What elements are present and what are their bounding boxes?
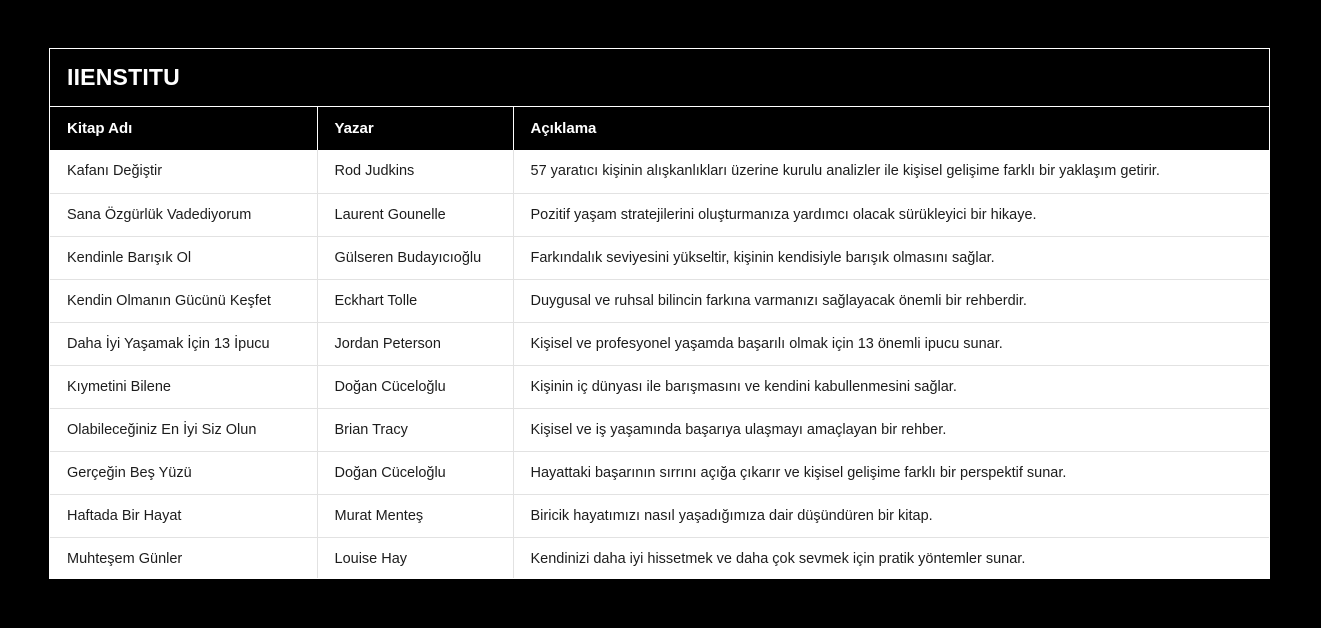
column-header-description: Açıklama [513,107,1269,150]
cell-book-author: Rod Judkins [317,150,513,193]
table-row [50,279,1269,322]
cell-book-title: Kendinle Barışık Ol [50,236,317,279]
cell-book-title: Kendin Olmanın Gücünü Keşfet [50,279,317,322]
cell-book-title: Gerçeğin Beş Yüzü [50,451,317,494]
cell-book-description: Kişisel ve iş yaşamında başarıya ulaşmayı amaçlayan bir rehber. [513,408,1269,451]
table-row [50,451,1269,494]
cell-book-author: Louise Hay [317,537,513,579]
cell-book-description: Duygusal ve ruhsal bilincin farkına varmanızı sağlayacak önemli bir rehberdir. [513,279,1269,322]
table-row [50,322,1269,365]
table-header [50,107,1269,150]
table-body [50,150,1269,579]
table-row [50,365,1269,408]
table-row [50,537,1269,579]
table-row [50,494,1269,537]
cell-book-title: Kafanı Değiştir [50,150,317,193]
table-row [50,150,1269,193]
cell-book-description: Kendinizi daha iyi hissetmek ve daha çok sevmek için pratik yöntemler sunar. [513,537,1269,579]
books-table [50,107,1269,579]
cell-book-author: Brian Tracy [317,408,513,451]
brand-title: IIENSTITU [67,64,180,90]
table-header-row [50,107,1269,150]
cell-book-description: Farkındalık seviyesini yükseltir, kişinin kendisiyle barışık olmasını sağlar. [513,236,1269,279]
cell-book-title: Daha İyi Yaşamak İçin 13 İpucu [50,322,317,365]
cell-book-title: Olabileceğiniz En İyi Siz Olun [50,408,317,451]
cell-book-title: Sana Özgürlük Vadediyorum [50,193,317,236]
table-row [50,408,1269,451]
column-header-author: Yazar [317,107,513,150]
cell-book-description: Kişinin iç dünyası ile barışmasını ve kendini kabullenmesini sağlar. [513,365,1269,408]
column-header-title: Kitap Adı [50,107,317,150]
cell-book-author: Eckhart Tolle [317,279,513,322]
cell-book-author: Laurent Gounelle [317,193,513,236]
cell-book-title: Muhteşem Günler [50,537,317,579]
cell-book-description: 57 yaratıcı kişinin alışkanlıkları üzerine kurulu analizler ile kişisel gelişime farklı bir yaklaşım getirir. [513,150,1269,193]
cell-book-author: Doğan Cüceloğlu [317,365,513,408]
books-table-card [49,48,1270,579]
cell-book-title: Kıymetini Bilene [50,365,317,408]
cell-book-description: Hayattaki başarının sırrını açığa çıkarır ve kişisel gelişime farklı bir perspektif sunar. [513,451,1269,494]
cell-book-author: Murat Menteş [317,494,513,537]
cell-book-description: Kişisel ve profesyonel yaşamda başarılı olmak için 13 önemli ipucu sunar. [513,322,1269,365]
table-row [50,236,1269,279]
cell-book-title: Haftada Bir Hayat [50,494,317,537]
cell-book-author: Doğan Cüceloğlu [317,451,513,494]
brand-header [50,49,1269,107]
cell-book-author: Jordan Peterson [317,322,513,365]
table-row [50,193,1269,236]
cell-book-description: Biricik hayatımızı nasıl yaşadığımıza dair düşündüren bir kitap. [513,494,1269,537]
cell-book-description: Pozitif yaşam stratejilerini oluşturmanıza yardımcı olacak sürükleyici bir hikaye. [513,193,1269,236]
cell-book-author: Gülseren Budayıcıoğlu [317,236,513,279]
